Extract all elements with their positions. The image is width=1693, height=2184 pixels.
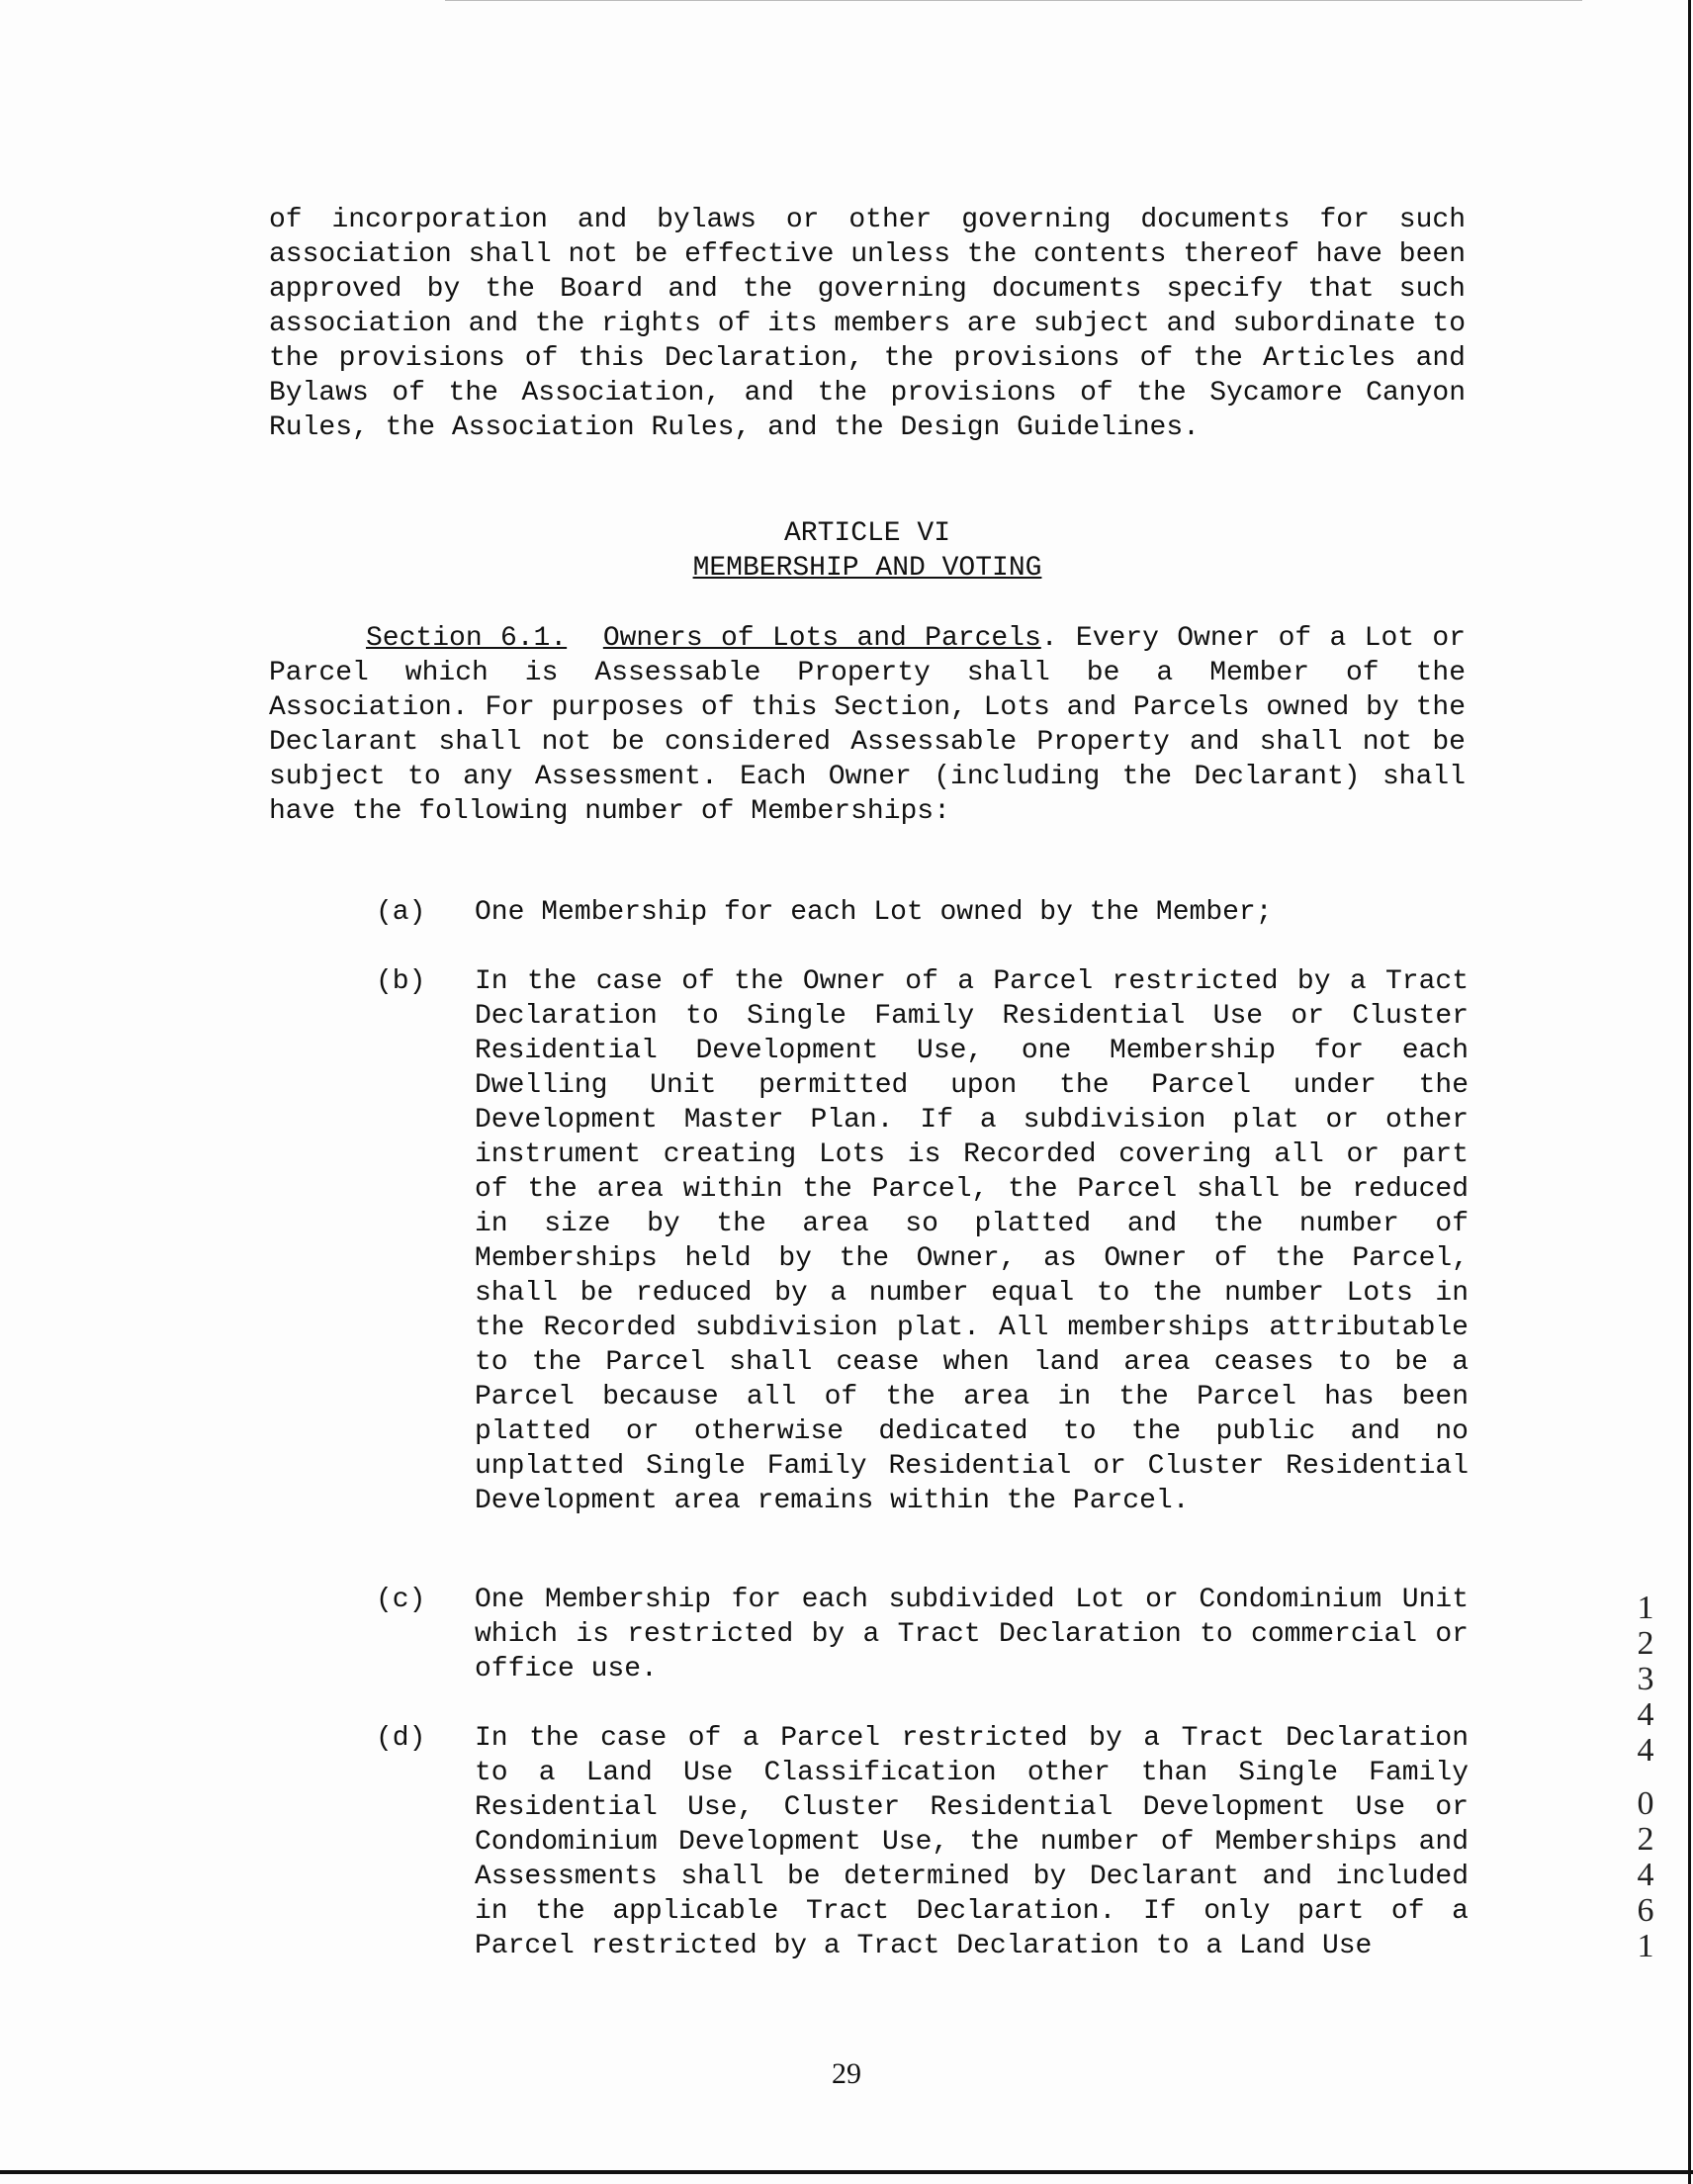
vertical-document-stamp	[1630, 1591, 1661, 1964]
stamp-digit: 1	[1637, 1928, 1654, 1964]
scan-bottom-edge	[0, 2170, 1693, 2174]
stamp-digit: 4	[1637, 1732, 1654, 1769]
article-title: ARTICLE VI	[783, 518, 951, 549]
page-number: 29	[832, 2057, 861, 2090]
item-text: In the case of a Parcel restricted by a Tract Declaration to a Land Use Classification other than Single Family Residential Use, Cluster Residential Development Use or Condominium Development Use, the number of Memberships and Assessments shall be determined by Declarant and included in the applicable Tract Declaration. If only part of a Parcel restricted by a Tract Declaration to a Land Use	[475, 1723, 1469, 1961]
intro-paragraph: of incorporation and bylaws or other governing documents for such association shall not be effective unless the contents thereof have been approved by the Board and the governing documents specify that such association and the rights of its members are subject and subordinate to the provisions of this Declaration, the provisions of the Articles and Bylaws of the Association, and the provisions of the Sycamore Canyon Rules, the Association Rules, and the Design Guidelines.	[269, 205, 1466, 443]
stamp-gap	[1630, 1769, 1661, 1786]
item-text: In the case of the Owner of a Parcel restricted by a Tract Declaration to Single Family Residential Use or Cluster Residential Development Use, one Membership for each Dwelling Unit permitted upon the Parcel under the Development Master Plan. If a subdivision plat or other instrument creating Lots is Recorded covering all or part of the area within the Parcel, the Parcel shall be reduced in size by the area so platted and the number of Memberships held by the Owner, as Owner of the Parcel, shall be reduced by a number equal to the number Lots in the Recorded subdivision plat. All memberships attributable to the Parcel shall cease when land area ceases to be a Parcel because all of the area in the Parcel has been platted or otherwise dedicated to the public and no unplatted Single Family Residential or Cluster Residential Development area remains within the Parcel.	[475, 966, 1469, 1516]
section-number: Section 6.1.	[366, 623, 568, 654]
stamp-digit: 1	[1637, 1590, 1654, 1626]
stamp-digit: 6	[1637, 1892, 1654, 1929]
item-label: (c)	[376, 1585, 426, 1615]
stamp-digit: 4	[1637, 1696, 1654, 1733]
scan-right-edge	[1688, 0, 1691, 2184]
scan-top-line	[445, 0, 1582, 1]
item-label: (a)	[376, 897, 426, 928]
article-subtitle: MEMBERSHIP AND VOTING	[692, 553, 1042, 584]
stamp-digit: 2	[1637, 1821, 1654, 1858]
stamp-digit: 0	[1637, 1785, 1654, 1822]
section-text: Every Owner of a Lot or Parcel which is Assessable Property shall be a Member of the Association. For purposes of this Section, Lots and Parcels owned by the Declarant shall not be considered Assessable Property and shall not be subject to any Assessment. Each Owner (including the Declarant) shall have the following number of Memberships:	[269, 623, 1466, 827]
section-6-1: Section 6.1. Owners of Lots and Parcels. Every Owner of a Lot or Parcel which is Assessable Property shall be a Member of the Association. For purposes of this Section, Lots and Parcels owned by the Declarant shall not be considered Assessable Property and shall not be subject to any Assessment. Each Owner (including the Declarant) shall have the following number of Memberships:	[269, 623, 1466, 827]
stamp-digit: 4	[1637, 1857, 1654, 1893]
stamp-digit: 2	[1637, 1625, 1654, 1662]
item-text: One Membership for each subdivided Lot or Condominium Unit which is restricted by a Tract Declaration to commercial or office use.	[475, 1585, 1469, 1684]
item-text: One Membership for each Lot owned by the Member;	[475, 897, 1273, 928]
stamp-digit: 3	[1637, 1661, 1654, 1697]
item-label: (b)	[376, 966, 426, 997]
item-label: (d)	[376, 1723, 426, 1754]
section-heading: Owners of Lots and Parcels	[602, 623, 1041, 654]
